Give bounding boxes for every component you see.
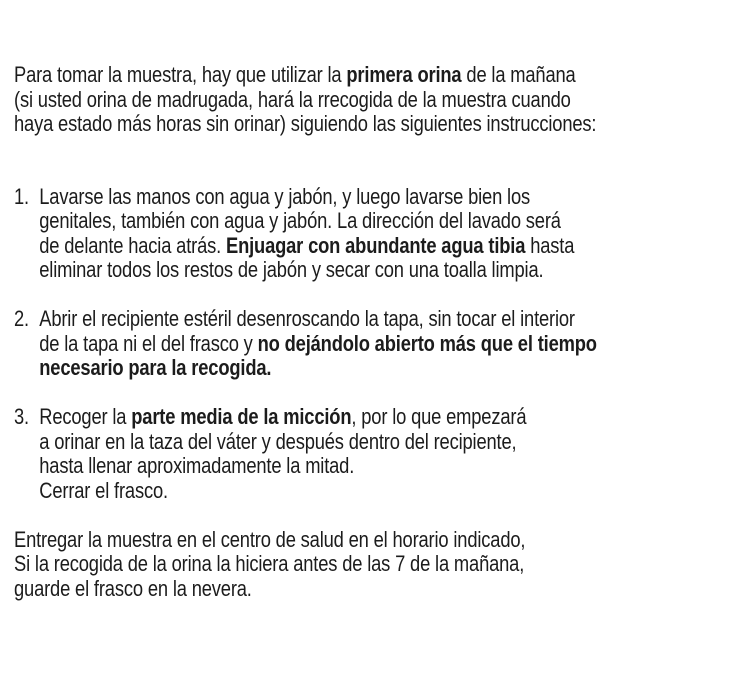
step-3 <box>14 405 715 503</box>
emphasis-enjuagar: Enjuagar con abundante agua tibia <box>226 232 526 258</box>
step-2-line-2 <box>14 332 715 357</box>
step-number: 3. <box>14 404 29 429</box>
step-3-text-end: , por lo que empezará <box>351 404 527 429</box>
urine-sample-instructions <box>14 63 715 601</box>
emphasis-primera-orina: primera orina <box>346 62 462 87</box>
step-2-text: Abrir el recipiente estéril desenroscando la tapa, sin tocar el interior <box>39 306 575 331</box>
step-3-line-1 <box>14 405 715 430</box>
closing-line-1: Entregar la muestra en el centro de salud en el horario indicado, <box>14 526 526 552</box>
step-3-line-4: Cerrar el frasco. <box>39 477 168 503</box>
spacer <box>14 283 715 308</box>
spacer <box>14 503 715 528</box>
step-1-line-3 <box>14 234 715 259</box>
intro-paragraph <box>14 63 715 137</box>
step-3-line-2: a orinar en la taza del váter y después dentro del recipiente, <box>39 428 517 454</box>
closing-paragraph <box>14 528 715 602</box>
emphasis-parte-media: parte media de la micción <box>131 404 352 429</box>
emphasis-no-dejandolo-abierto: no dejándolo abierto más que el tiempo <box>257 330 597 356</box>
intro-line-1-text-end: de la mañana <box>461 62 576 87</box>
closing-line-2: Si la recogida de la orina la hiciera antes de las 7 de la mañana, <box>14 551 525 576</box>
step-1-line-3-text: de delante hacia atrás. <box>39 232 227 258</box>
spacer <box>14 137 715 185</box>
step-3-line-3: hasta llenar aproximadamente la mitad. <box>39 453 355 478</box>
step-1-line-1 <box>14 185 715 210</box>
step-number: 2. <box>14 306 29 331</box>
step-1-line-4: eliminar todos los restos de jabón y secar con una toalla limpia. <box>39 257 544 282</box>
intro-line-2: (si usted orina de madrugada, hará la rrecogida de la muestra cuando <box>14 86 571 112</box>
step-2-line-1 <box>14 307 715 332</box>
step-1-text: Lavarse las manos con agua y jabón, y luego lavarse bien los <box>39 183 530 209</box>
step-2-line-2-text: de la tapa ni el del frasco y <box>39 330 258 356</box>
closing-line-3: guarde el frasco en la nevera. <box>14 575 252 601</box>
intro-line-1-text: Para tomar la muestra, hay que utilizar la <box>14 62 347 87</box>
intro-line-1 <box>14 63 715 88</box>
step-3-text: Recoger la <box>39 404 132 429</box>
step-1-line-2: genitales, también con agua y jabón. La dirección del lavado será <box>39 208 561 233</box>
step-2-line-3: necesario para la recogida. <box>39 355 272 380</box>
spacer <box>14 381 715 406</box>
step-number: 1. <box>14 183 29 209</box>
step-1-line-3-text-end: hasta <box>525 232 575 258</box>
intro-line-3: haya estado más horas sin orinar) siguiendo las siguientes instrucciones: <box>14 111 597 136</box>
step-1 <box>14 185 715 283</box>
step-2 <box>14 307 715 381</box>
